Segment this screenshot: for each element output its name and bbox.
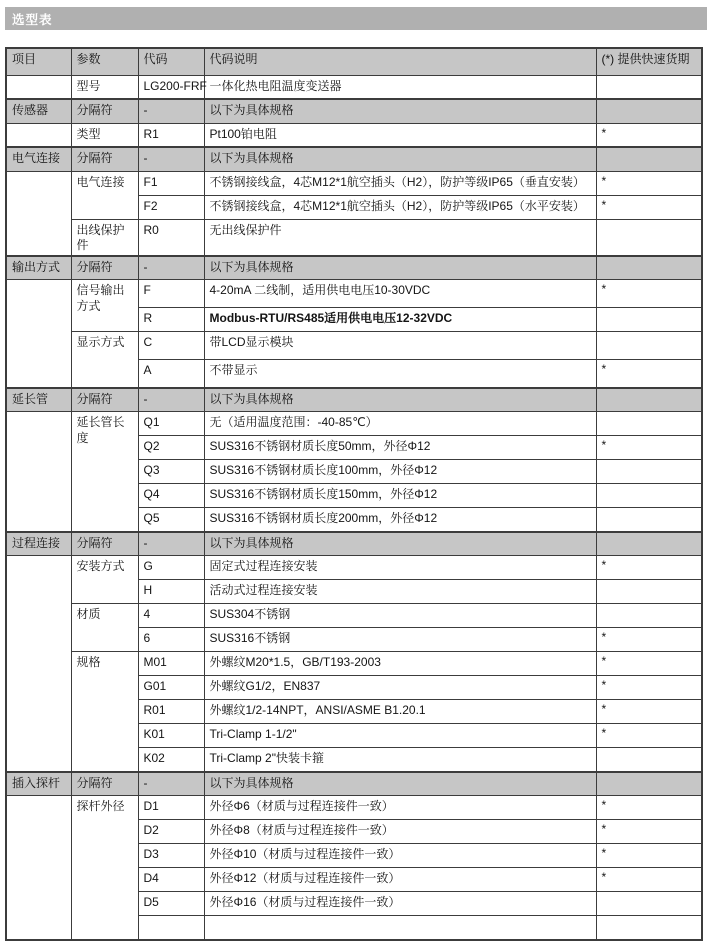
fast-delivery-cell bbox=[596, 219, 702, 256]
table-body bbox=[6, 75, 702, 940]
description-cell: 外径Φ16（材质与过程连接件一致） bbox=[204, 892, 596, 916]
fast-delivery-cell bbox=[596, 532, 702, 556]
param-cell: 材质 bbox=[71, 604, 138, 652]
section-separator-row bbox=[6, 147, 702, 171]
table-row bbox=[6, 652, 702, 676]
fast-delivery-cell bbox=[596, 484, 702, 508]
code-cell: D5 bbox=[138, 892, 204, 916]
description-cell: 以下为具体规格 bbox=[204, 772, 596, 796]
description-cell: 活动式过程连接安装 bbox=[204, 580, 596, 604]
fast-delivery-cell: * bbox=[596, 280, 702, 308]
description-cell: 固定式过程连接安装 bbox=[204, 556, 596, 580]
description-cell: 以下为具体规格 bbox=[204, 147, 596, 171]
description-cell: SUS316不锈钢材质长度100mm，外径Φ12 bbox=[204, 460, 596, 484]
code-cell: G01 bbox=[138, 676, 204, 700]
fast-delivery-cell bbox=[596, 332, 702, 360]
item-cell: 电气连接 bbox=[6, 147, 71, 171]
description-cell bbox=[204, 916, 596, 940]
description-cell: 以下为具体规格 bbox=[204, 99, 596, 123]
description-cell: Pt100铂电阻 bbox=[204, 123, 596, 147]
param-cell: 分隔符 bbox=[71, 388, 138, 412]
selection-table-container bbox=[5, 47, 703, 910]
table-row bbox=[6, 280, 702, 308]
fast-delivery-cell bbox=[596, 388, 702, 412]
section-separator-row bbox=[6, 99, 702, 123]
param-cell: 分隔符 bbox=[71, 147, 138, 171]
description-cell: SUS316不锈钢材质长度50mm，外径Φ12 bbox=[204, 436, 596, 460]
code-cell: R1 bbox=[138, 123, 204, 147]
description-cell: 不锈钢接线盒，4芯M12*1航空插头（H2），防护等级IP65（水平安装） bbox=[204, 195, 596, 219]
code-cell: - bbox=[138, 256, 204, 280]
page-title: 选型表 bbox=[12, 12, 53, 27]
item-cell bbox=[6, 412, 71, 532]
description-cell: SUS316不锈钢材质长度150mm，外径Φ12 bbox=[204, 484, 596, 508]
code-cell: Q3 bbox=[138, 460, 204, 484]
column-header-3: 代码说明 bbox=[204, 48, 596, 75]
description-cell: 带LCD显示模块 bbox=[204, 332, 596, 360]
description-cell: SUS316不锈钢材质长度200mm，外径Φ12 bbox=[204, 508, 596, 532]
section-separator-row bbox=[6, 772, 702, 796]
fast-delivery-cell: * bbox=[596, 171, 702, 195]
column-header-1: 参数 bbox=[71, 48, 138, 75]
code-cell: 4 bbox=[138, 604, 204, 628]
param-cell: 电气连接 bbox=[71, 171, 138, 219]
param-cell: 探杆外径 bbox=[71, 796, 138, 940]
table-row bbox=[6, 75, 702, 99]
fast-delivery-cell bbox=[596, 916, 702, 940]
param-cell: 分隔符 bbox=[71, 772, 138, 796]
fast-delivery-cell: * bbox=[596, 868, 702, 892]
item-cell: 插入探杆 bbox=[6, 772, 71, 796]
description-cell: 外径Φ6（材质与过程连接件一致） bbox=[204, 796, 596, 820]
item-cell: 输出方式 bbox=[6, 256, 71, 280]
code-cell: K02 bbox=[138, 748, 204, 772]
code-cell: C bbox=[138, 332, 204, 360]
code-cell: Q1 bbox=[138, 412, 204, 436]
section-separator-row bbox=[6, 388, 702, 412]
header-row bbox=[6, 48, 702, 75]
fast-delivery-cell: * bbox=[596, 628, 702, 652]
fast-delivery-cell bbox=[596, 772, 702, 796]
description-cell: 外螺纹1/2-14NPT，ANSI/ASME B1.20.1 bbox=[204, 700, 596, 724]
code-cell: F bbox=[138, 280, 204, 308]
code-cell: D1 bbox=[138, 796, 204, 820]
code-cell: Q5 bbox=[138, 508, 204, 532]
code-cell: R bbox=[138, 308, 204, 332]
table-row bbox=[6, 604, 702, 628]
selection-table bbox=[5, 47, 703, 941]
fast-delivery-cell bbox=[596, 604, 702, 628]
code-cell: - bbox=[138, 532, 204, 556]
param-cell: 安装方式 bbox=[71, 556, 138, 604]
fast-delivery-cell: * bbox=[596, 123, 702, 147]
fast-delivery-cell bbox=[596, 308, 702, 332]
param-cell: 分隔符 bbox=[71, 256, 138, 280]
fast-delivery-cell bbox=[596, 892, 702, 916]
fast-delivery-cell: * bbox=[596, 436, 702, 460]
code-cell: - bbox=[138, 147, 204, 171]
description-cell: SUS304不锈钢 bbox=[204, 604, 596, 628]
table-row bbox=[6, 123, 702, 147]
item-cell: 传感器 bbox=[6, 99, 71, 123]
item-cell: 延长管 bbox=[6, 388, 71, 412]
description-cell: 一体化热电阻温度变送器 bbox=[204, 75, 596, 99]
description-cell: 无出线保护件 bbox=[204, 219, 596, 256]
code-cell: R0 bbox=[138, 219, 204, 256]
param-cell: 延长管长度 bbox=[71, 412, 138, 532]
param-cell: 信号输出方式 bbox=[71, 280, 138, 332]
description-cell: 以下为具体规格 bbox=[204, 256, 596, 280]
description-cell: 外螺纹G1/2，EN837 bbox=[204, 676, 596, 700]
param-cell: 规格 bbox=[71, 652, 138, 772]
item-cell bbox=[6, 796, 71, 940]
fast-delivery-cell bbox=[596, 748, 702, 772]
section-separator-row bbox=[6, 532, 702, 556]
param-cell: 型号 bbox=[71, 75, 138, 99]
code-cell: 6 bbox=[138, 628, 204, 652]
fast-delivery-cell: * bbox=[596, 724, 702, 748]
description-cell: Modbus-RTU/RS485适用供电电压12-32VDC bbox=[204, 308, 596, 332]
code-cell: - bbox=[138, 388, 204, 412]
description-cell: 外径Φ8（材质与过程连接件一致） bbox=[204, 820, 596, 844]
code-cell: LG200-FRF bbox=[138, 75, 204, 99]
description-cell: 无（适用温度范围：-40-85℃） bbox=[204, 412, 596, 436]
fast-delivery-cell: * bbox=[596, 652, 702, 676]
table-row bbox=[6, 556, 702, 580]
code-cell: D3 bbox=[138, 844, 204, 868]
section-separator-row bbox=[6, 256, 702, 280]
item-cell bbox=[6, 75, 71, 99]
description-cell: Tri-Clamp 1-1/2" bbox=[204, 724, 596, 748]
fast-delivery-cell bbox=[596, 412, 702, 436]
code-cell: - bbox=[138, 772, 204, 796]
fast-delivery-cell: * bbox=[596, 556, 702, 580]
code-cell: F2 bbox=[138, 195, 204, 219]
param-cell: 出线保护件 bbox=[71, 219, 138, 256]
fast-delivery-cell: * bbox=[596, 360, 702, 388]
table-row bbox=[6, 796, 702, 820]
table-row bbox=[6, 171, 702, 195]
description-cell: 外径Φ12（材质与过程连接件一致） bbox=[204, 868, 596, 892]
fast-delivery-cell: * bbox=[596, 796, 702, 820]
fast-delivery-cell bbox=[596, 508, 702, 532]
code-cell: D4 bbox=[138, 868, 204, 892]
fast-delivery-cell bbox=[596, 580, 702, 604]
item-cell bbox=[6, 556, 71, 772]
param-cell: 分隔符 bbox=[71, 532, 138, 556]
description-cell: 以下为具体规格 bbox=[204, 532, 596, 556]
item-cell bbox=[6, 123, 71, 147]
column-header-4: (*) 提供快速货期 bbox=[596, 48, 702, 75]
fast-delivery-cell: * bbox=[596, 195, 702, 219]
fast-delivery-cell bbox=[596, 99, 702, 123]
table-header bbox=[6, 48, 702, 75]
description-cell: Tri-Clamp 2"快装卡箍 bbox=[204, 748, 596, 772]
column-header-0: 项目 bbox=[6, 48, 71, 75]
fast-delivery-cell: * bbox=[596, 844, 702, 868]
description-cell: 不锈钢接线盒，4芯M12*1航空插头（H2），防护等级IP65（垂直安装） bbox=[204, 171, 596, 195]
description-cell: 不带显示 bbox=[204, 360, 596, 388]
code-cell bbox=[138, 916, 204, 940]
description-cell: 4-20mA 二线制，适用供电电压10-30VDC bbox=[204, 280, 596, 308]
fast-delivery-cell bbox=[596, 256, 702, 280]
fast-delivery-cell: * bbox=[596, 676, 702, 700]
code-cell: Q2 bbox=[138, 436, 204, 460]
description-cell: SUS316不锈钢 bbox=[204, 628, 596, 652]
param-cell: 类型 bbox=[71, 123, 138, 147]
table-row bbox=[6, 219, 702, 256]
code-cell: D2 bbox=[138, 820, 204, 844]
section-title-banner bbox=[5, 7, 707, 30]
code-cell: M01 bbox=[138, 652, 204, 676]
code-cell: A bbox=[138, 360, 204, 388]
code-cell: K01 bbox=[138, 724, 204, 748]
item-cell: 过程连接 bbox=[6, 532, 71, 556]
table-row bbox=[6, 412, 702, 436]
code-cell: G bbox=[138, 556, 204, 580]
fast-delivery-cell bbox=[596, 147, 702, 171]
column-header-2: 代码 bbox=[138, 48, 204, 75]
item-cell bbox=[6, 171, 71, 256]
fast-delivery-cell: * bbox=[596, 820, 702, 844]
code-cell: R01 bbox=[138, 700, 204, 724]
description-cell: 外径Φ10（材质与过程连接件一致） bbox=[204, 844, 596, 868]
param-cell: 显示方式 bbox=[71, 332, 138, 388]
code-cell: F1 bbox=[138, 171, 204, 195]
fast-delivery-cell bbox=[596, 75, 702, 99]
table-row bbox=[6, 332, 702, 360]
item-cell bbox=[6, 280, 71, 388]
description-cell: 外螺纹M20*1.5，GB/T193-2003 bbox=[204, 652, 596, 676]
description-cell: 以下为具体规格 bbox=[204, 388, 596, 412]
code-cell: - bbox=[138, 99, 204, 123]
code-cell: H bbox=[138, 580, 204, 604]
fast-delivery-cell bbox=[596, 460, 702, 484]
fast-delivery-cell: * bbox=[596, 700, 702, 724]
param-cell: 分隔符 bbox=[71, 99, 138, 123]
code-cell: Q4 bbox=[138, 484, 204, 508]
